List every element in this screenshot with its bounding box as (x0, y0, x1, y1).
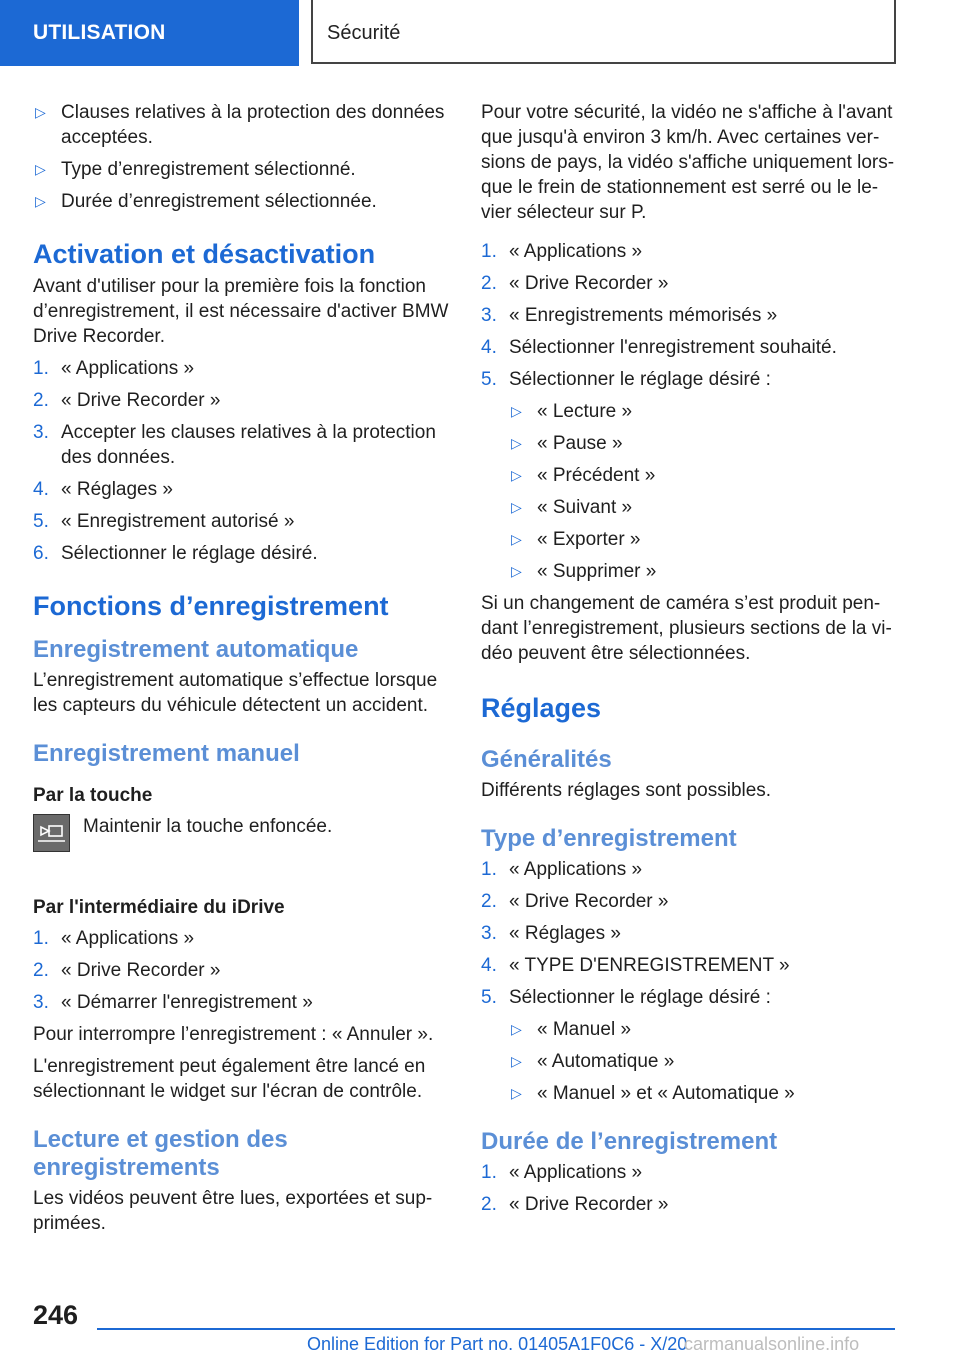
triangle-right-icon: ▷ (511, 435, 522, 451)
list-item: ▷ « Exporter » (511, 529, 641, 550)
heading-by-button: Par la touche (33, 785, 153, 806)
triangle-right-icon: ▷ (511, 1021, 522, 1037)
triangle-right-icon: ▷ (35, 104, 46, 120)
list-item: 2. « Drive Recorder » (33, 960, 221, 981)
list-item: ▷ « Automatique » (511, 1051, 675, 1072)
list-item: 2. « Drive Recorder » (481, 1194, 669, 1215)
triangle-right-icon: ▷ (511, 467, 522, 483)
heading-recording-duration: Durée de l’enregistrement (481, 1128, 778, 1155)
list-item: 3. « Démarrer l'enregistrement » (33, 992, 313, 1013)
general-text: Différents réglages sont possibles. (481, 780, 772, 801)
triangle-right-icon: ▷ (35, 161, 46, 177)
list-item: 1. « Applications » (481, 1162, 643, 1183)
list-item: 2. « Drive Recorder » (481, 891, 669, 912)
heading-recording-type: Type d’enregistrement (481, 825, 737, 852)
safety-text: Pour votre sécurité, la vidéo ne s'affiche à l'avant que jusqu'à environ 3 km/h. Avec certaines ver-sions de pays, la vidéo s'affiche uniquement lors-que le frein de stationnement est serré ou le le-vier sélecteur sur P. (481, 102, 895, 223)
page-footer (0, 1290, 960, 1362)
list-item: 3. « Enregistrements mémorisés » (481, 305, 778, 326)
left-column (33, 100, 449, 1243)
list-item: ▷ « Supprimer » (511, 561, 657, 582)
right-column (481, 100, 897, 1224)
list-item: ▷ « Précédent » (511, 465, 656, 486)
triangle-right-icon: ▷ (511, 499, 522, 515)
list-item: 5. « Enregistrement autorisé » (33, 511, 295, 532)
list-item: ▷ Durée d’enregistrement sélectionnée. (35, 191, 377, 212)
widget-text: L'enregistrement peut également être lancé en sélectionnant le widget sur l'écran de contrôle. (33, 1056, 426, 1102)
list-item: 1. « Applications » (481, 241, 643, 262)
edition-text: Online Edition for Part no. 01405A1F0C6 - X/20 (307, 1334, 688, 1354)
heading-playback: Lecture et gestion des enregistrements (33, 1126, 288, 1181)
playback-steps (481, 239, 897, 392)
list-item: 2. « Drive Recorder » (33, 390, 221, 411)
list-item: 4. « Réglages » (33, 479, 173, 500)
list-item: 4. « TYPE D'ENREGISTREMENT » (481, 955, 790, 976)
heading-by-idrive: Par l'intermédiaire du iDrive (33, 897, 285, 918)
page-number: 246 (33, 1300, 79, 1330)
list-item: 1. « Applications » (33, 928, 195, 949)
page-header (0, 0, 960, 66)
list-item: 3. « Réglages » (481, 923, 621, 944)
list-item: ▷ « Suivant » (511, 497, 633, 518)
type-options (481, 1017, 897, 1106)
camera-change-text: Si un changement de caméra s’est produit pen-dant l’enregistrement, plusieurs sections de la vi-déo peuvent être sélectionnées. (481, 593, 892, 664)
auto-recording-text: L’enregistrement automatique s’effectue lorsque les capteurs du véhicule détectent un accident. (33, 670, 438, 716)
list-item: ▷ « Manuel » et « Automatique » (511, 1083, 795, 1104)
heading-auto-recording: Enregistrement automatique (33, 636, 359, 663)
playback-options (481, 399, 897, 584)
list-item: ▷ « Manuel » (511, 1019, 632, 1040)
triangle-right-icon: ▷ (511, 1053, 522, 1069)
heading-manual-recording: Enregistrement manuel (33, 740, 300, 767)
triangle-right-icon: ▷ (511, 1085, 522, 1101)
list-item: 2. « Drive Recorder » (481, 273, 669, 294)
list-item: ▷ « Lecture » (511, 401, 633, 422)
list-item: ▷ Clauses relatives à la protection des données acceptées. (35, 102, 445, 148)
heading-functions: Fonctions d’enregistrement (33, 591, 389, 621)
playback-text: Les vidéos peuvent être lues, exportées et sup-primées. (33, 1188, 433, 1234)
key-instruction-text: Maintenir la touche enfoncée. (83, 816, 333, 837)
list-item: 1. « Applications » (33, 358, 195, 379)
section-tab: UTILISATION (0, 0, 299, 66)
activation-text: Avant d'utiliser pour la première fois la fonction d’enregistrement, il est nécessaire d'activer BMW Drive Recorder. (33, 276, 449, 347)
chapter-title: Sécurité (311, 0, 896, 64)
drive-recorder-key-icon (33, 814, 70, 852)
type-steps (481, 857, 897, 1010)
list-item: 6. Sélectionner le réglage désiré. (33, 543, 318, 564)
triangle-right-icon: ▷ (35, 193, 46, 209)
list-item: 3. Accepter les clauses relatives à la protection des données. (33, 422, 436, 468)
activation-steps (33, 356, 449, 566)
list-item: 1. « Applications » (481, 859, 643, 880)
list-item: ▷ Type d’enregistrement sélectionné. (35, 159, 356, 180)
list-item: 5. Sélectionner le réglage désiré : (481, 987, 771, 1008)
triangle-right-icon: ▷ (511, 531, 522, 547)
watermark: carmanualsonline.info (684, 1334, 860, 1354)
footer-divider (97, 1328, 895, 1330)
heading-activation: Activation et désactivation (33, 239, 376, 269)
heading-settings: Réglages (481, 693, 602, 723)
interrupt-text: Pour interrompre l’enregistrement : « Annuler ». (33, 1024, 434, 1045)
duration-steps (481, 1160, 897, 1217)
idrive-steps (33, 926, 449, 1015)
triangle-right-icon: ▷ (511, 403, 522, 419)
heading-general: Généralités (481, 746, 612, 773)
list-item: 4. Sélectionner l'enregistrement souhaité. (481, 337, 837, 358)
list-item: ▷ « Pause » (511, 433, 623, 454)
list-item: 5. Sélectionner le réglage désiré : (481, 369, 771, 390)
triangle-right-icon: ▷ (511, 563, 522, 579)
key-instruction (33, 814, 449, 880)
requirements-list (33, 100, 449, 214)
